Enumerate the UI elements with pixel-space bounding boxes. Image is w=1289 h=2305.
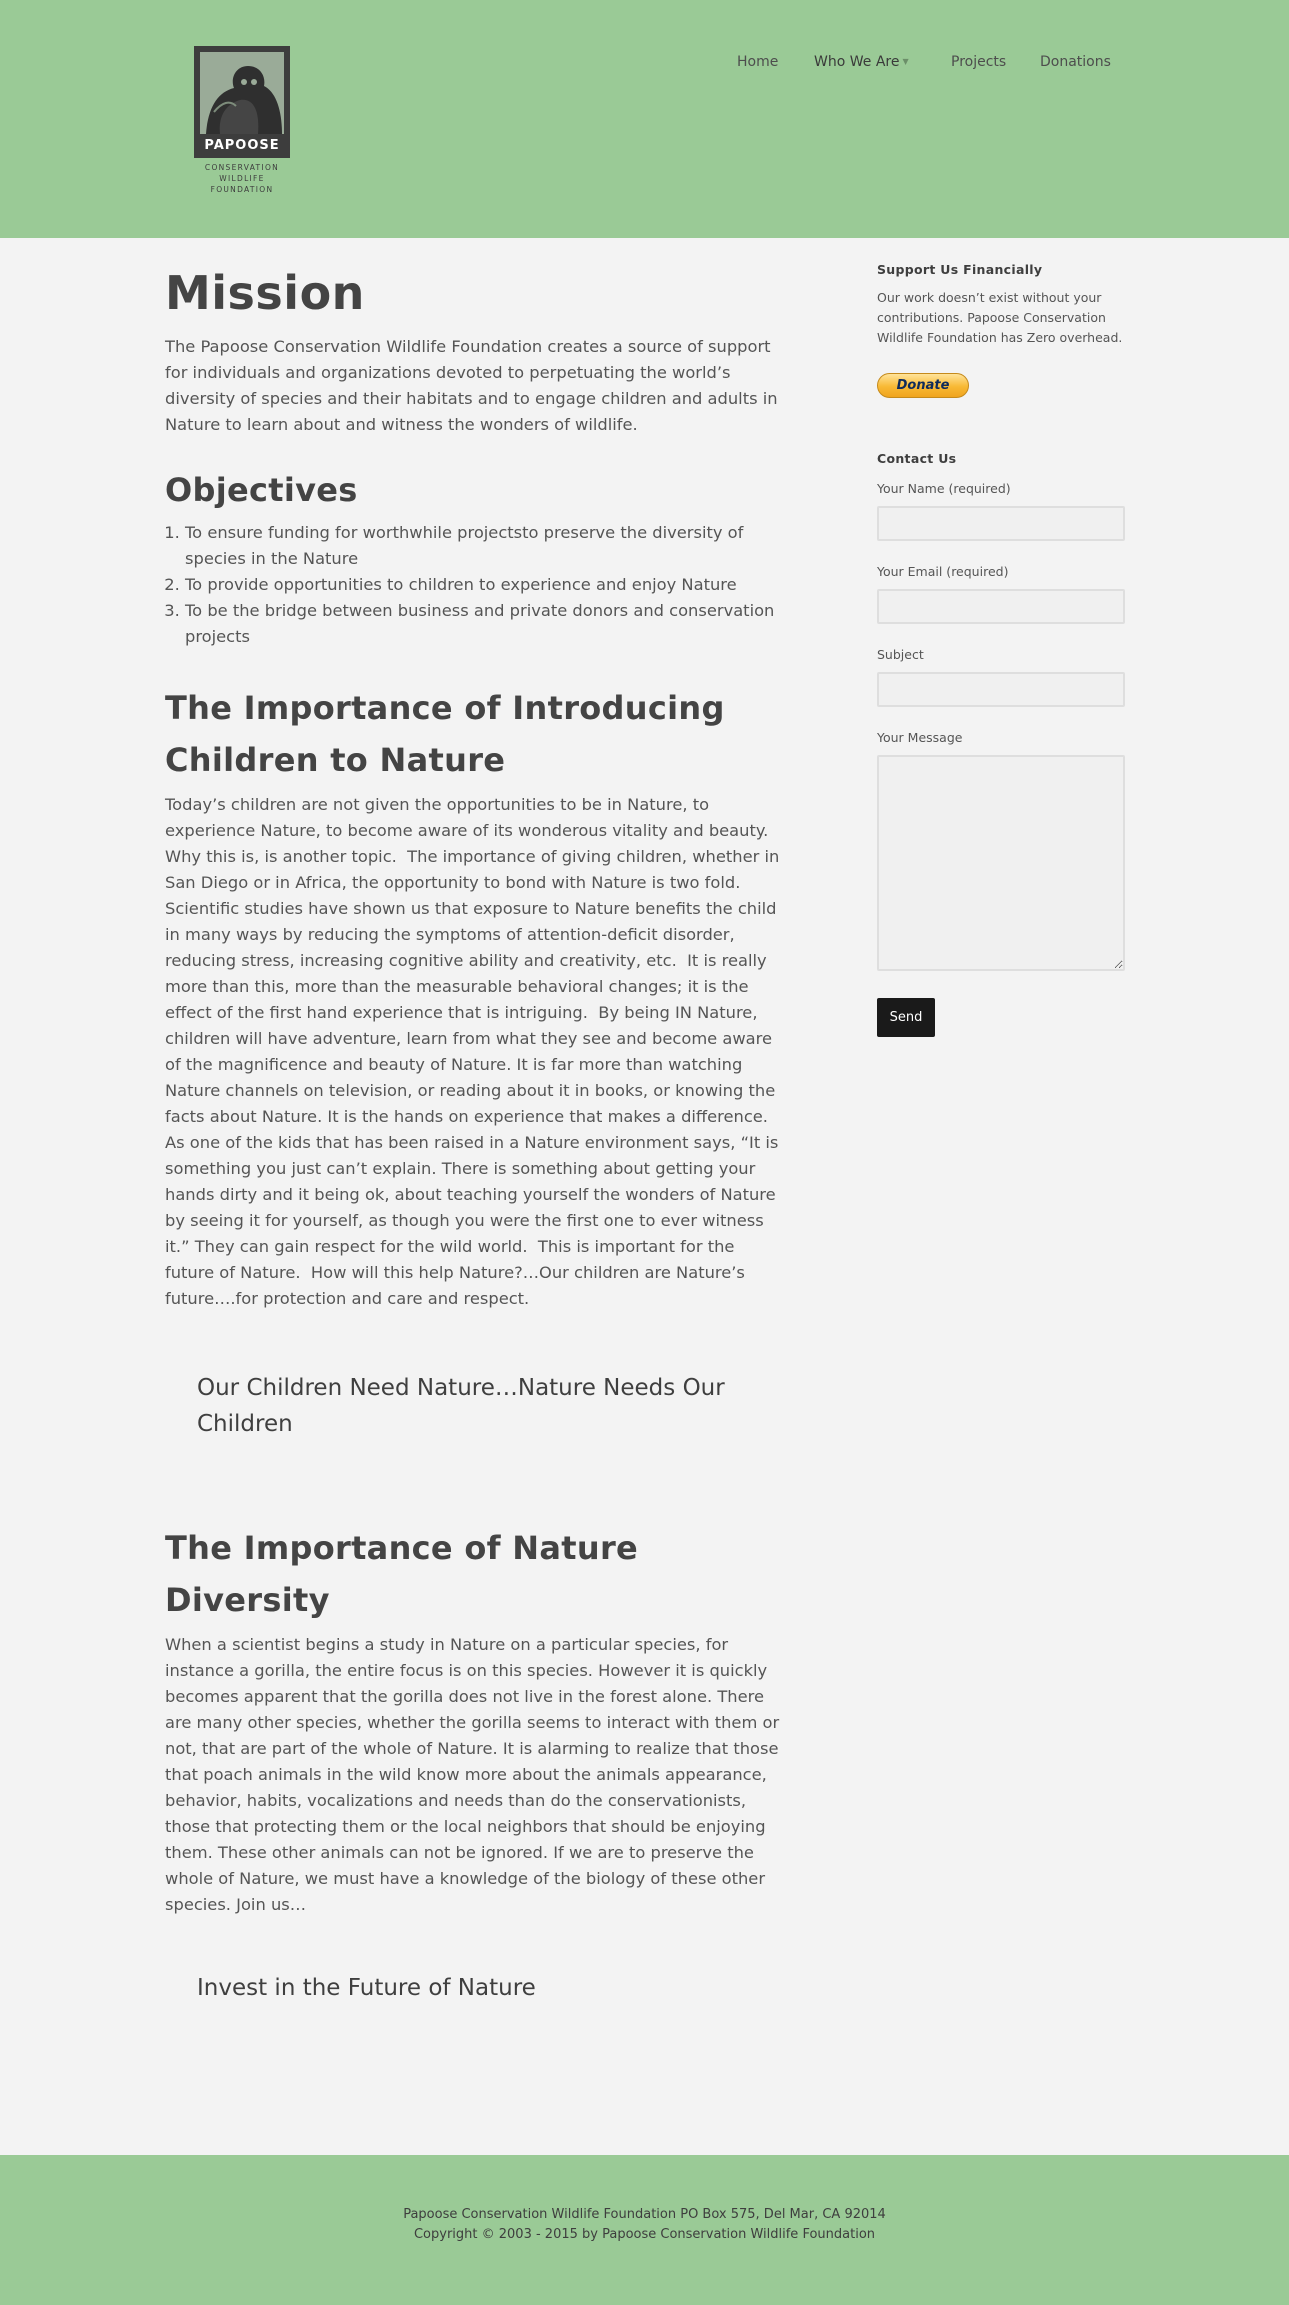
- support-text: Our work doesn’t exist without your contributions. Papoose Conservation Wildlife Foundation has Zero overhead.: [877, 290, 1123, 345]
- nature-diversity-heading: The Importance of Nature Diversity: [165, 1529, 639, 1619]
- logo-sub-line: WILDLIFE: [219, 174, 265, 183]
- subject-field[interactable]: [877, 672, 1125, 707]
- page-title: Mission: [165, 266, 365, 320]
- children-nature-heading: The Importance of Introducing Children to Nature: [165, 689, 725, 779]
- message-field[interactable]: [877, 755, 1125, 971]
- footer-address: Papoose Conservation Wildlife Foundation PO Box 575, Del Mar, CA 92014: [403, 2207, 886, 2222]
- mission-text: The Papoose Conservation Wildlife Foundation creates a source of support for individuals and organizations devoted to perpetuating the world’s diversity of species and their habitats and to engage children and adults in Nature to learn about and witness the wonders of wildlife.: [165, 337, 778, 434]
- children-nature-text: Today’s children are not given the opportunities to be in Nature, to experience Nature, to become aware of its wonderous vitality and beauty. Why this is, is another topic. The importance of giving children, whether in San Diego or in Africa, the opportunity to bond with Nature is two fold. Scientific studies have shown us that exposure to Nature benefits the child in many ways by reducing the symptoms of attention-deficit disorder, reducing stress, increasing cognitive ability and creativity, etc. It is really more than this, more than the measurable behavioral changes; it is the effect of the first hand experience that is intriguing. By being IN Nature, children will have adventure, learn from what they see and become aware of the magnificence and beauty of Nature. It is far more than watching Nature channels on television, or reading about it in books, or knowing the facts about Nature. It is the hands on experience that makes a difference. As one of the kids that has been raised in a Nature environment says, “It is something you just can’t explain. There is something about getting your hands dirty and it being ok, about teaching yourself the wonders of Nature by seeing it for yourself, as though you were the first one to ever witness it.” They can gain respect for the wild world. This is important for the future of Nature. How will this help Nature?…Our children are Nature’s future….for protection and care and respect.: [165, 795, 780, 1308]
- email-label: Your Email (required): [877, 564, 1009, 579]
- logo-subtitle: [190, 162, 294, 195]
- site-footer: [0, 2155, 1289, 2305]
- nav-home[interactable]: Home: [737, 54, 779, 70]
- logo-wordmark: PAPOOSE: [204, 138, 280, 153]
- donate-button[interactable]: Donate: [877, 373, 969, 398]
- message-label: Your Message: [877, 730, 963, 745]
- nav-projects[interactable]: Projects: [951, 54, 1007, 70]
- logo-sub-line: FOUNDATION: [210, 185, 274, 194]
- footer-copyright: Copyright © 2003 - 2015 by Papoose Conservation Wildlife Foundation: [413, 2227, 876, 2242]
- subject-label: Subject: [877, 647, 924, 662]
- gorilla-logo-icon: [200, 52, 284, 134]
- name-field[interactable]: [877, 506, 1125, 541]
- send-button[interactable]: Send: [877, 998, 935, 1037]
- objectives-heading: Objectives: [165, 471, 358, 509]
- objectives-list: [185, 520, 785, 650]
- list-item: 2. To provide opportunities to children to experience and enjoy Nature: [185, 572, 785, 598]
- list-item: 1. To ensure funding for worthwhile projectsto preserve the diversity of species in the Nature: [185, 520, 785, 572]
- nature-diversity-text: When a scientist begins a study in Nature on a particular species, for instance a gorilla, the entire focus is on this species. However it is quickly becomes apparent that the gorilla does not live in the forest alone. There are many other species, whether the gorilla seems to interact with them or not, that are part of the whole of Nature. It is alarming to realize that those that poach animals in the wild know more about the animals appearance, behavior, habits, vocalizations and needs than do the conservationists, those that protecting them or the local neighbors that should be enjoying them. These other animals can not be ignored. If we are to preserve the whole of Nature, we must have a knowledge of the biology of these other species. Join us…: [165, 1635, 780, 1914]
- name-label: Your Name (required): [877, 481, 1011, 496]
- nav-who-we-are-label: Who We Are: [814, 54, 900, 70]
- main-content: [165, 262, 785, 2006]
- list-item: 3. To be the bridge between business and private donors and conservation projects: [185, 598, 785, 650]
- site-logo[interactable]: [190, 42, 294, 198]
- logo-sub-line: CONSERVATION: [204, 163, 280, 172]
- contact-title: Contact Us: [877, 451, 957, 466]
- nav-who-we-are[interactable]: [814, 54, 909, 70]
- email-field[interactable]: [877, 589, 1125, 624]
- nav-donations[interactable]: Donations: [1040, 54, 1111, 70]
- pull-quote: Our Children Need Nature…Nature Needs Our Children: [197, 1375, 725, 1437]
- site-header: [0, 0, 1289, 238]
- support-title: Support Us Financially: [877, 262, 1043, 277]
- chevron-down-icon: ▼: [902, 57, 909, 66]
- pull-quote: Invest in the Future of Nature: [197, 1975, 536, 2001]
